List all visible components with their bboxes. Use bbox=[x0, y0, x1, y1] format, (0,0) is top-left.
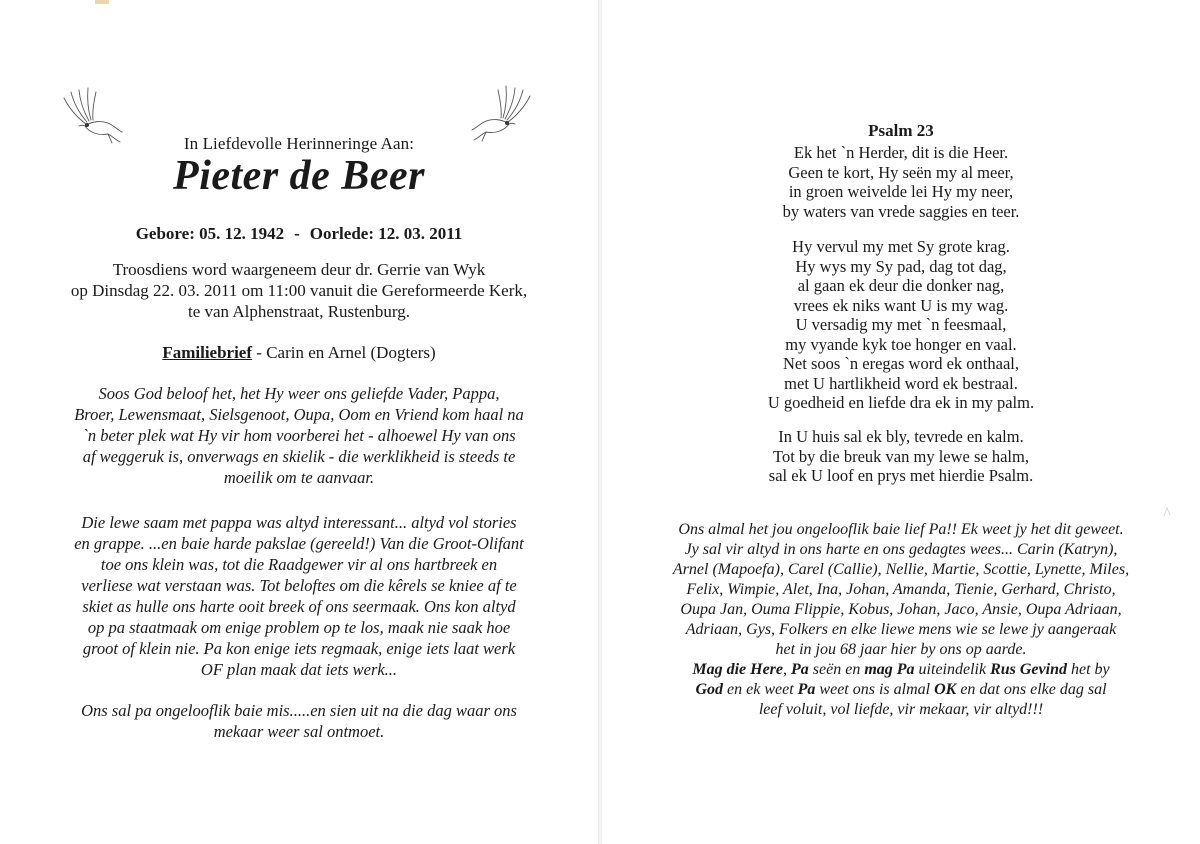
family-letter-authors: - Carin en Arnel (Dogters) bbox=[252, 343, 436, 362]
closing-text: en ek weet bbox=[723, 681, 798, 698]
closing-line bbox=[602, 680, 1200, 700]
psalm-line: U goedheid en liefde dra ek in my palm. bbox=[767, 393, 1035, 412]
tribute-line: Arnel (Mapoefa), Carel (Callie), Nellie, Martie, Scottie, Lynette, Miles, bbox=[672, 561, 1130, 578]
psalm-line: Geen te kort, Hy seën my al meer, bbox=[788, 162, 1014, 182]
right-page bbox=[602, 0, 1200, 844]
tribute-line: Oupa Jan, Ouma Flippie, Kobus, Johan, Jaco, Ansie, Oupa Adriaan, bbox=[680, 601, 1122, 618]
closing-bold: Mag die Here bbox=[692, 661, 784, 678]
closing-blessing bbox=[602, 660, 1200, 720]
psalm-stanza bbox=[602, 427, 1200, 486]
psalm-line: Net soos `n eregas word ek onthaal, bbox=[783, 354, 1019, 373]
psalm-title: Psalm 23 bbox=[868, 121, 934, 140]
closing-bold: Rus Gevind bbox=[990, 661, 1067, 678]
psalm-stanza bbox=[602, 237, 1200, 413]
closing-bold: OK bbox=[934, 681, 957, 698]
psalm-line: met U hartlikheid word ek bestraal. bbox=[784, 373, 1018, 393]
closing-text: en dat ons elke dag sal bbox=[956, 681, 1107, 698]
letter-paragraph bbox=[0, 383, 598, 488]
closing-bold: Pa bbox=[797, 681, 816, 698]
tribute-line: Jy sal vir altyd in ons harte en ons gedagtes wees... Carin (Katryn), bbox=[684, 541, 1118, 558]
psalm-line: Tot by die breuk van my lewe se halm, bbox=[773, 446, 1029, 466]
psalm-stanza bbox=[602, 143, 1200, 221]
letter-line: en grappe. ...en baie harde pakslae (gereeld!) Van die Groot-Olifant bbox=[74, 534, 524, 553]
psalm-line: al gaan ek deur die donker nag, bbox=[797, 276, 1005, 295]
letter-line: verliese wat verstaan was. Tot beloftes om die kêrels se kniee af te bbox=[81, 576, 517, 595]
closing-line bbox=[602, 660, 1200, 680]
letter-line: skiet as hulle ons harte ooit breek of ons seermaak. Ons kon altyd bbox=[82, 597, 516, 616]
psalm-line: In U huis sal ek bly, tevrede en kalm. bbox=[778, 427, 1024, 446]
death-date: Oorlede: 12. 03. 2011 bbox=[309, 224, 463, 243]
closing-text: , bbox=[783, 661, 792, 678]
psalm-line: by waters van vrede saggies en teer. bbox=[782, 201, 1020, 221]
letter-line: mekaar weer sal ontmoet. bbox=[213, 722, 385, 741]
closing-line: leef voluit, vol liefde, vir mekaar, vir altyd!!! bbox=[758, 701, 1044, 718]
tribute-line: Adriaan, Gys, Folkers en elke liewe mens wie se lewe jy aangeraak bbox=[685, 621, 1117, 638]
letter-paragraph bbox=[0, 512, 598, 680]
letter-line: `n beter plek wat Hy vir hom voorberei het - alhoewel Hy van ons bbox=[82, 426, 516, 445]
letter-line: Broer, Lewensmaat, Sielsgenoot, Oupa, Oom en Vriend kom haal na bbox=[74, 405, 524, 424]
letter-line: toe ons klein was, tot die Raadgewer vir al ons hartbreek en bbox=[100, 555, 498, 574]
psalm-line: Ek het `n Herder, dit is die Heer. bbox=[793, 143, 1009, 162]
letter-line: moeilik om te aanvaar. bbox=[223, 468, 375, 487]
psalm-line: Hy vervul my met Sy grote krag. bbox=[792, 237, 1010, 256]
closing-text: seën en bbox=[808, 661, 865, 678]
tribute-line: het in jou 68 jaar hier by ons op aarde. bbox=[775, 641, 1027, 658]
psalm-line: sal ek U loof en prys met hierdie Psalm. bbox=[768, 466, 1034, 485]
closing-text: weet ons is almal bbox=[815, 681, 935, 698]
service-line: te van Alphenstraat, Rustenburg. bbox=[187, 302, 411, 321]
dove-icon bbox=[466, 72, 538, 142]
letter-line: groot of klein nie. Pa kon enige iets regmaak, enige iets laat werk bbox=[82, 639, 516, 658]
psalm-line: Hy wys my Sy pad, dag tot dag, bbox=[795, 256, 1007, 276]
letter-paragraph bbox=[0, 700, 598, 742]
psalm-line: U versadig my met `n feesmaal, bbox=[795, 315, 1007, 334]
letter-line: af weggeruk is, onverwags en skielik - die werklikheid is steeds te bbox=[82, 447, 516, 466]
service-details bbox=[0, 259, 598, 322]
tribute-line: Felix, Wimpie, Alet, Ina, Johan, Amanda, Tienie, Gerhard, Christo, bbox=[686, 581, 1116, 598]
letter-line: Soos God beloof het, het Hy weer ons geliefde Vader, Pappa, bbox=[98, 384, 500, 403]
psalm-line: in groen weivelde lei Hy my neer, bbox=[788, 182, 1014, 201]
closing-text: uiteindelik bbox=[914, 661, 991, 678]
tribute-paragraph bbox=[602, 520, 1200, 660]
memorial-intro: In Liefdevolle Herinneringe Aan: bbox=[183, 134, 415, 153]
closing-bold: Pa bbox=[791, 661, 809, 678]
psalm-line: vrees ek niks want U is my wag. bbox=[793, 295, 1009, 315]
closing-text: het by bbox=[1066, 661, 1110, 678]
deceased-name: Pieter de Beer bbox=[173, 153, 425, 199]
letter-line: Ons sal pa ongelooflik baie mis.....en sien uit na die dag waar ons bbox=[81, 701, 517, 720]
letter-line: OF plan maak dat iets werk... bbox=[200, 660, 398, 679]
date-separator: - bbox=[294, 224, 300, 243]
paper-speck bbox=[1162, 506, 1172, 518]
letter-line: op pa staatmaak om enige problem op te los, maak nie saak hoe bbox=[87, 618, 511, 637]
birth-date: Gebore: 05. 12. 1942 bbox=[135, 224, 285, 243]
family-letter-heading bbox=[0, 343, 598, 363]
closing-bold: God bbox=[695, 681, 724, 698]
closing-bold: mag Pa bbox=[864, 661, 915, 678]
life-dates bbox=[0, 224, 598, 244]
family-letter-label: Familiebrief bbox=[162, 343, 253, 362]
psalm-line: my vyande kyk toe honger en vaal. bbox=[785, 334, 1017, 354]
service-line: Troosdiens word waargeneem deur dr. Gerrie van Wyk bbox=[112, 260, 486, 279]
left-page bbox=[0, 0, 598, 844]
service-line: op Dinsdag 22. 03. 2011 om 11:00 vanuit die Gereformeerde Kerk, bbox=[70, 281, 528, 300]
letter-line: Die lewe saam met pappa was altyd interessant... altyd vol stories bbox=[81, 513, 517, 532]
tribute-line: Ons almal het jou ongelooflik baie lief Pa!! Ek weet jy het dit geweet. bbox=[678, 521, 1124, 538]
